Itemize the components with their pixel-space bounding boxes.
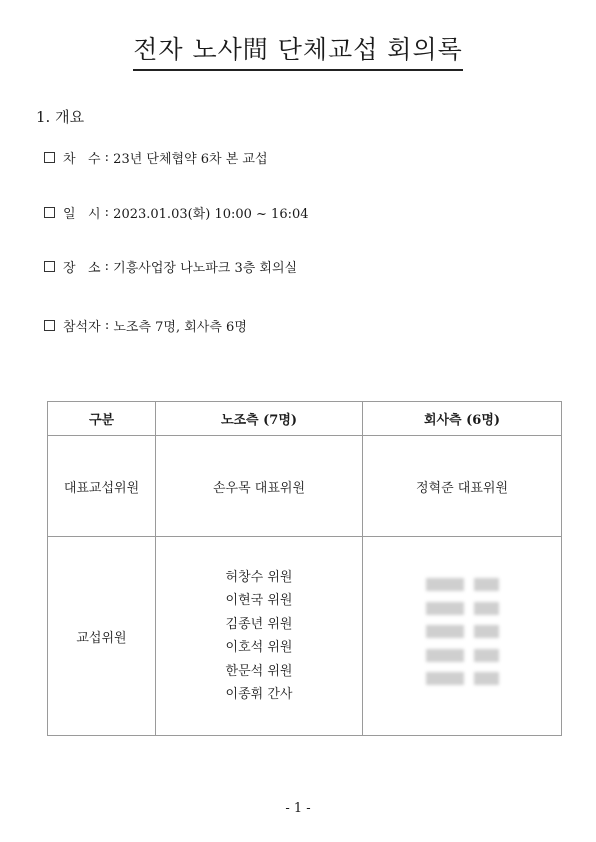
redacted-row [426,671,499,695]
info-separator: : [100,259,114,274]
header-company: 회사측 (6명) [363,402,562,436]
info-row-location [44,257,297,276]
list-item: 이종휘 간사 [225,687,293,702]
table-header-row [48,402,562,436]
cell-company-rep: 정혁준 대표위원 [363,436,562,537]
document-title [0,30,596,71]
section-heading: 1. 개요 [36,108,85,126]
checkbox-square-icon [44,152,55,163]
redacted-row [426,577,499,601]
list-item: 이현국 위원 [225,593,293,608]
info-value: 기흥사업장 나노파크 3층 회의실 [113,261,298,276]
checkbox-square-icon [44,320,55,331]
info-separator: : [100,205,114,220]
union-member-list [156,566,362,707]
cell-union-members [156,537,363,736]
list-item: 한문석 위원 [225,663,293,679]
info-value: 노조측 7명, 회사측 6명 [113,320,247,335]
checkbox-square-icon [44,207,55,218]
cell-union-rep: 손우목 대표위원 [156,436,363,537]
table-row [48,537,562,736]
info-label: 일 시 [63,207,101,222]
info-separator: : [100,150,114,165]
attendee-table [47,401,562,736]
list-item: 이호석 위원 [225,640,293,655]
redacted-row [426,624,499,648]
page-number: - 1 - [285,801,311,816]
info-label: 참석자 [63,320,101,335]
list-item: 김종년 위원 [225,616,293,632]
info-value: 23년 단체협약 6차 본 교섭 [113,152,268,167]
info-label: 차 수 [63,152,101,167]
cell-category: 교섭위원 [48,537,156,736]
info-label: 장 소 [63,261,101,276]
list-item: 허창수 위원 [225,569,293,585]
redacted-row [426,601,499,625]
info-row-attendees [44,316,247,335]
title-text: 전자 노사間 단체교섭 회의록 [133,30,463,71]
info-value: 2023.01.03(화) 10:00 ~ 16:04 [113,207,309,222]
cell-category: 대표교섭위원 [48,436,156,537]
info-row-round [44,148,268,167]
header-category: 구분 [48,402,156,436]
header-union: 노조측 (7명) [156,402,363,436]
checkbox-square-icon [44,261,55,272]
info-separator: : [100,318,114,333]
table-row [48,436,562,537]
info-row-datetime [44,203,309,222]
redacted-row [426,648,499,672]
cell-company-members-redacted [363,537,562,736]
redacted-names [426,577,499,695]
